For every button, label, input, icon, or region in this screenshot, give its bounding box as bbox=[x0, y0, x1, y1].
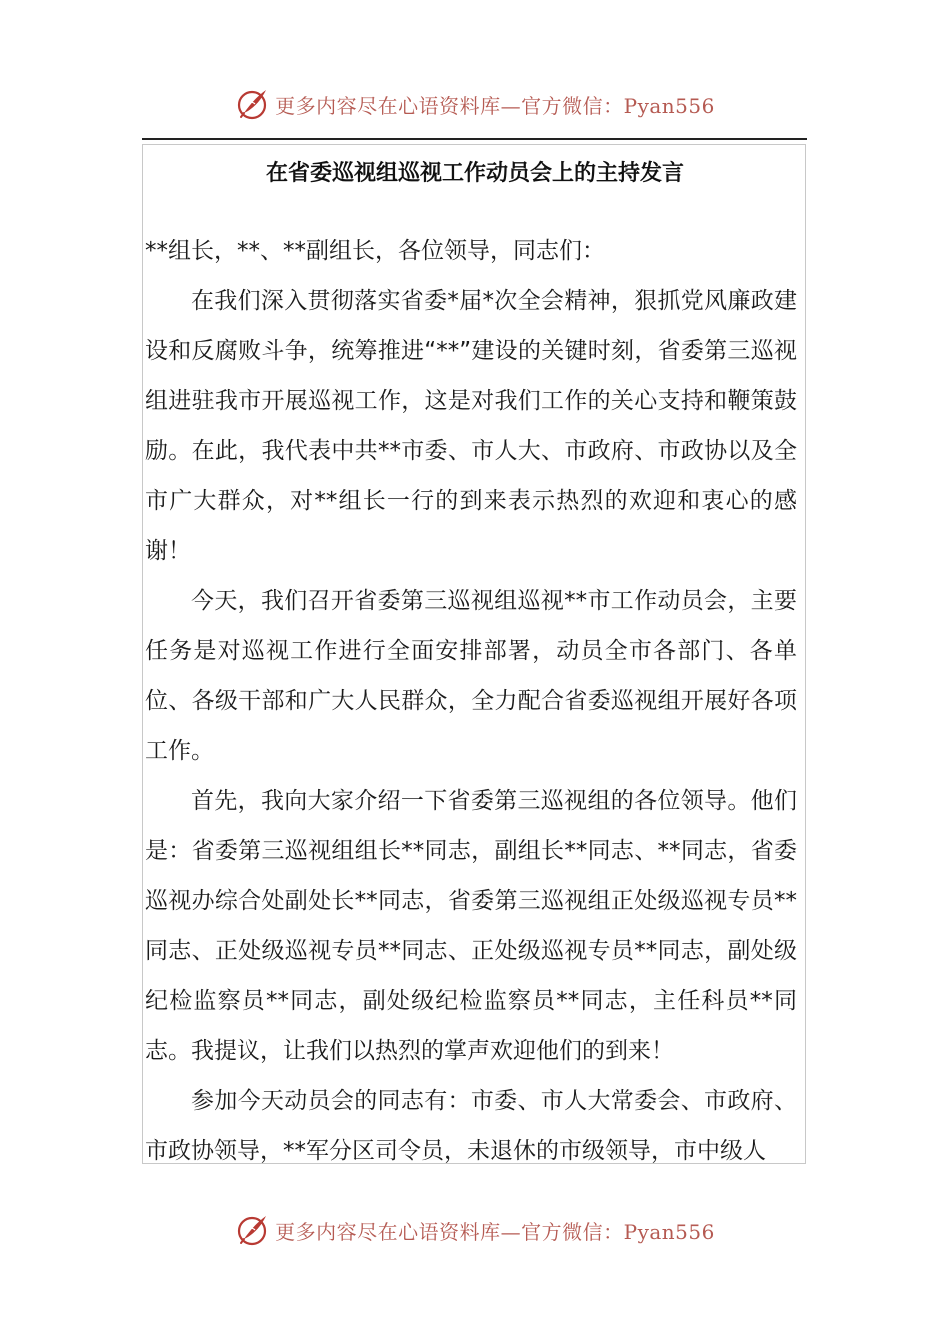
banner-text: 更多内容尽在心语资料库—官方微信：Pyan556 bbox=[275, 1219, 715, 1244]
document-title: 在省委巡视组巡视工作动员会上的主持发言 bbox=[265, 161, 684, 186]
quill-logo-icon bbox=[235, 86, 271, 122]
paragraph: 今天，我们召开省委第三巡视组巡视**市工作动员会，主要任务是对巡视工作进行全面安排部署，动员全市各部门、各单位、各级干部和广大人民群众，全力配合省委巡视组开展好各项工作。 bbox=[145, 588, 797, 764]
paragraph: 参加今天动员会的同志有：市委、市人大常委会、市政府、市政协领导，**军分区司令员，未退休的市级领导，市中级人 bbox=[145, 1088, 797, 1164]
salutation: **组长，**、**副组长，各位领导，同志们： bbox=[145, 238, 605, 264]
document-frame bbox=[142, 144, 806, 1164]
paragraph: 在我们深入贯彻落实省委*届*次全会精神，狠抓党风廉政建设和反腐败斗争，统筹推进“**”建设的关键时刻，省委第三巡视组进驻我市开展巡视工作，这是对我们工作的关心支持和鞭策鼓励。在此，我代表中共**市委、市人大、市政府、市政协以及全市广大群众，对**组长一行的到来表示热烈的欢迎和衷心的感谢！ bbox=[145, 288, 797, 564]
document-body bbox=[145, 226, 797, 1164]
footer-banner bbox=[0, 1208, 950, 1252]
quill-logo-icon bbox=[235, 1212, 271, 1248]
header-banner bbox=[0, 82, 950, 126]
header-rule bbox=[142, 138, 807, 140]
paragraph: 首先，我向大家介绍一下省委第三巡视组的各位领导。他们是：省委第三巡视组组长**同志，副组长**同志、**同志，省委巡视办综合处副处长**同志，省委第三巡视组正处级巡视专员**同志、正处级巡视专员**同志、正处级巡视专员**同志，副处级纪检监察员**同志，副处级纪检监察员**同志，主任科员**同志。我提议，让我们以热烈的掌声欢迎他们的到来！ bbox=[145, 788, 797, 1064]
banner-text: 更多内容尽在心语资料库—官方微信：Pyan556 bbox=[275, 93, 715, 118]
